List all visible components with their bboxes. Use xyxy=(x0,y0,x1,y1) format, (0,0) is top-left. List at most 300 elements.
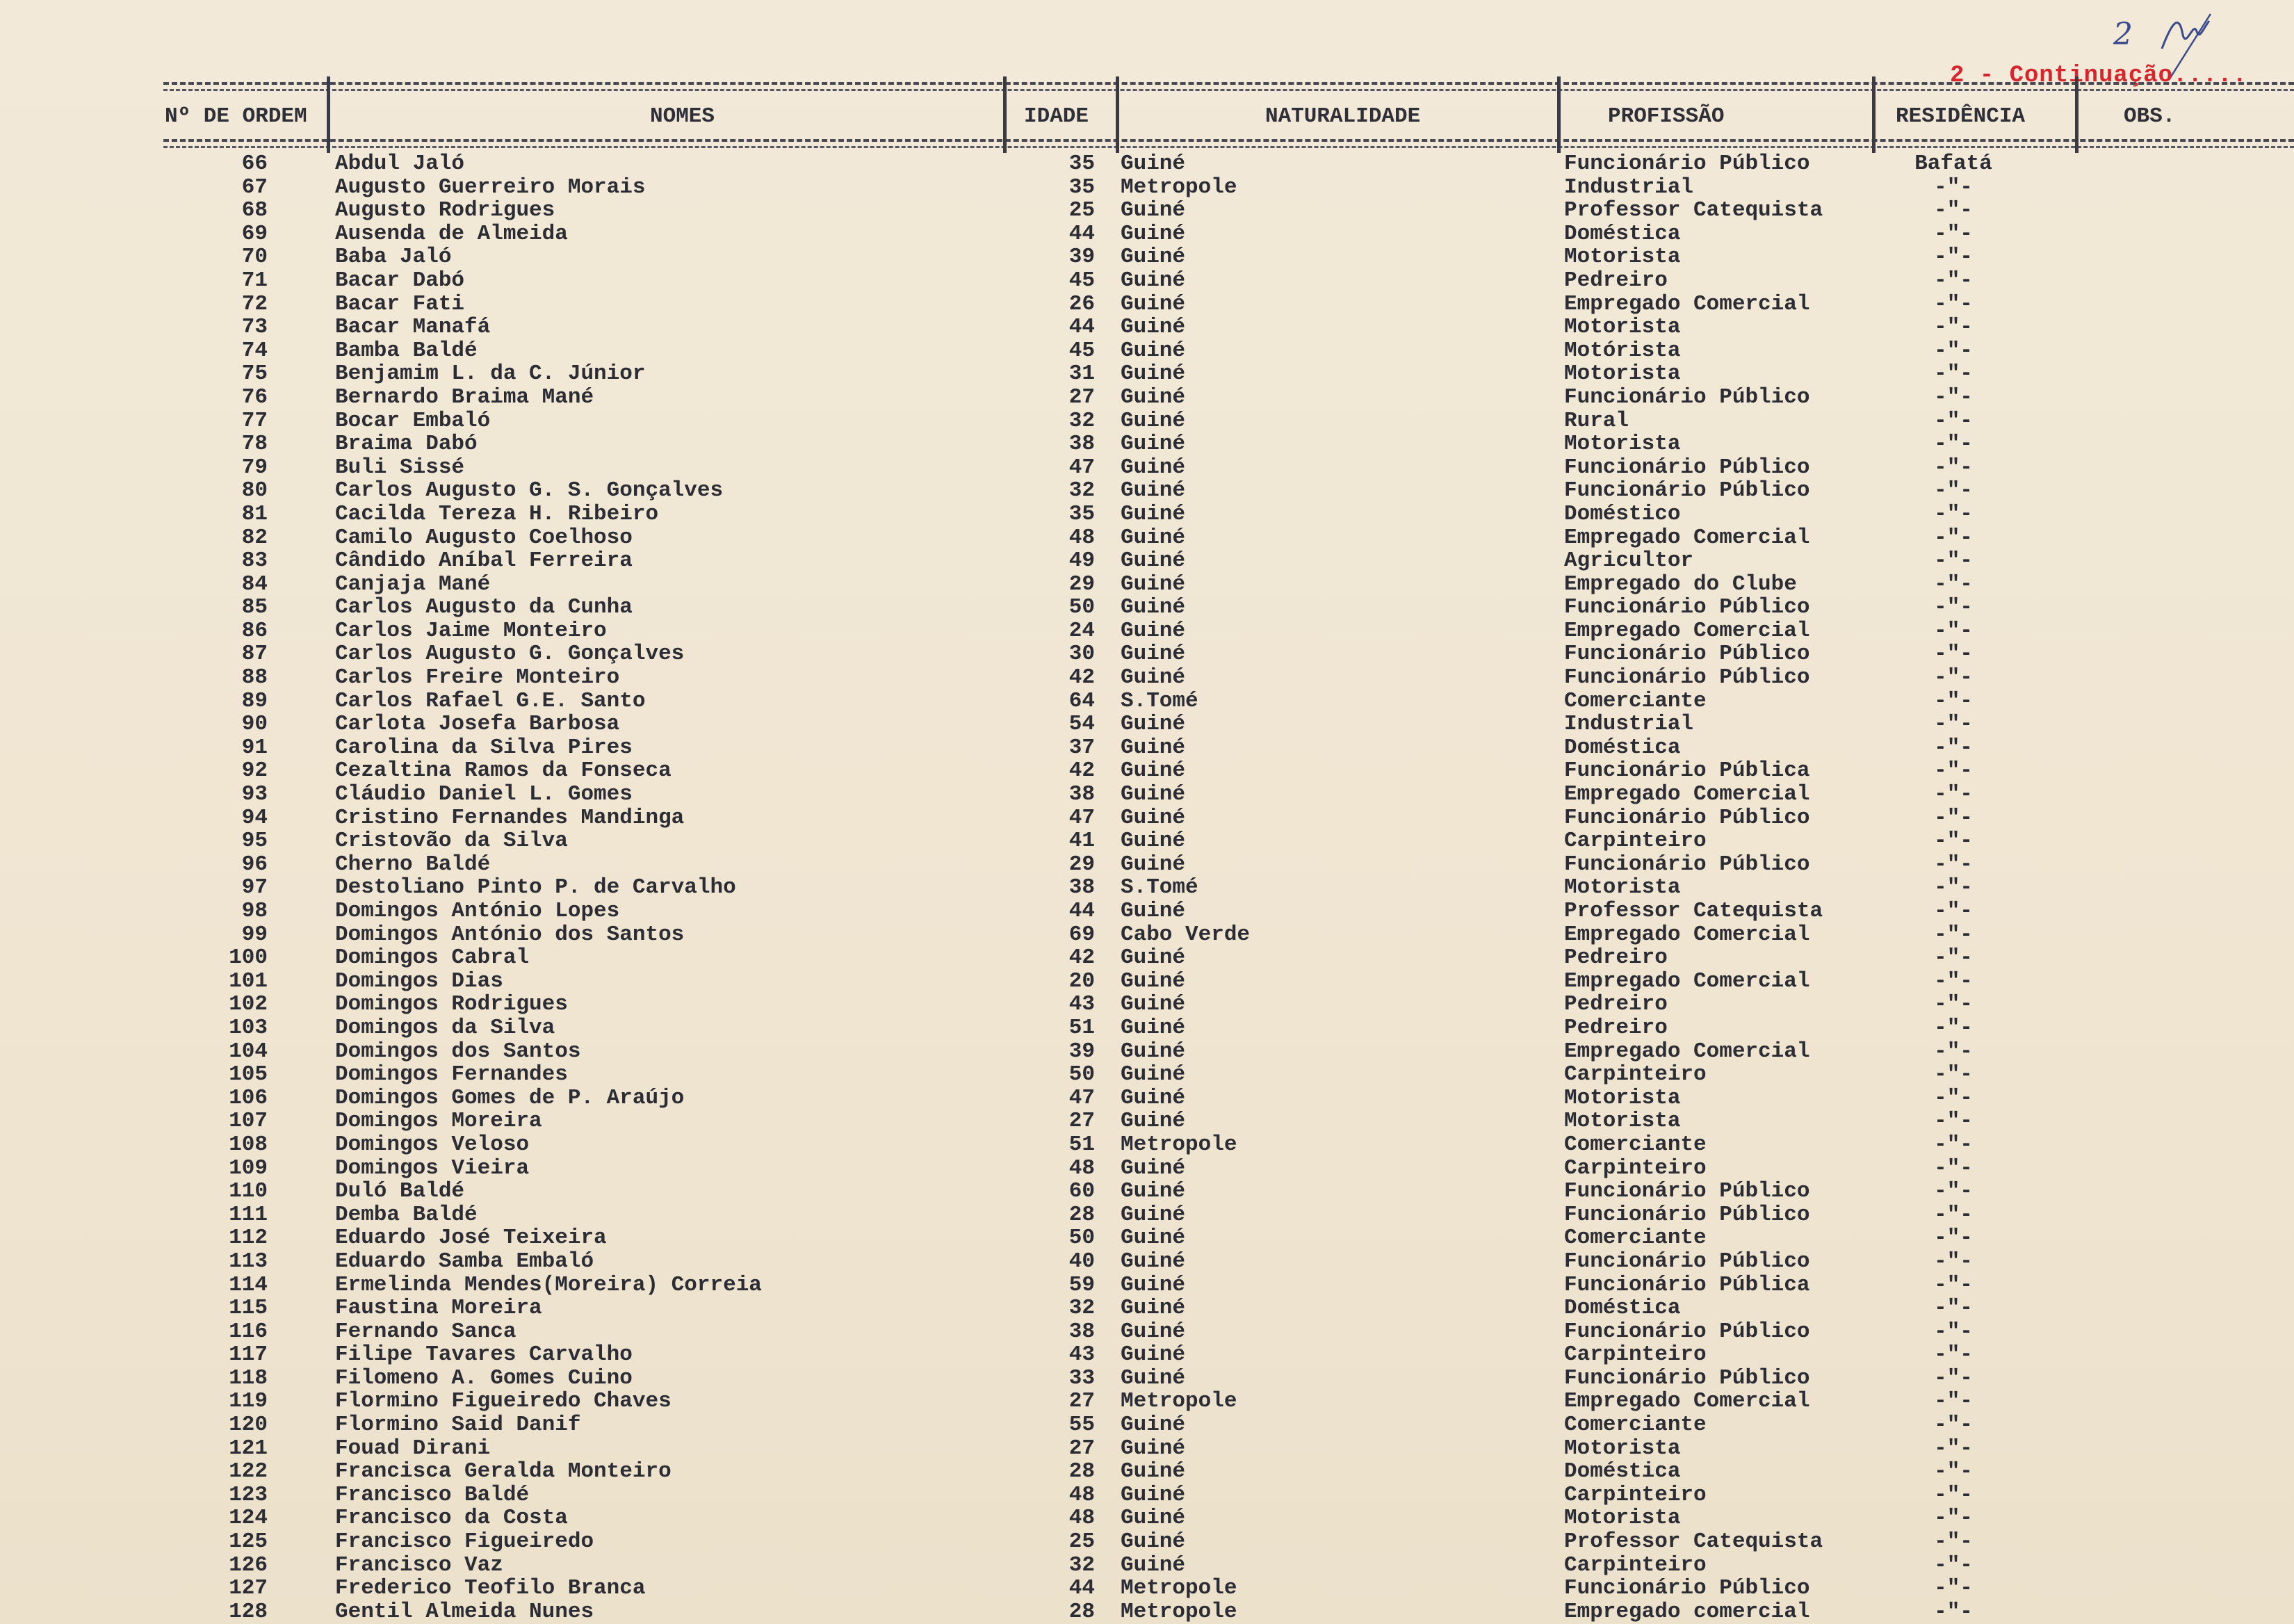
person-name: Destoliano Pinto P. de Carvalho xyxy=(335,875,736,900)
person-name: Flormino Figueiredo Chaves xyxy=(335,1389,672,1414)
table-row xyxy=(0,573,2294,596)
person-residence: -"- xyxy=(1934,221,1973,246)
person-profession: Funcionário Pública xyxy=(1564,758,1810,783)
row-number: 78 xyxy=(241,432,268,457)
person-profession: Empregado Comercial xyxy=(1564,1389,1810,1414)
person-age: 28 xyxy=(1068,1202,1095,1227)
person-profession: Motorista xyxy=(1564,432,1681,457)
person-name: Canjaja Mané xyxy=(335,571,491,596)
person-name: Francisco Vaz xyxy=(335,1552,503,1577)
table-row xyxy=(0,900,2294,923)
person-profession: Empregado Comercial xyxy=(1564,618,1810,643)
person-name: Faustina Moreira xyxy=(335,1296,542,1321)
person-naturalidade: Guiné xyxy=(1121,1436,1186,1461)
person-name: Buli Sissé xyxy=(335,455,465,480)
person-naturalidade: Guiné xyxy=(1121,852,1186,877)
row-number: 107 xyxy=(229,1109,268,1134)
table-row xyxy=(0,479,2294,503)
person-profession: Carpinteiro xyxy=(1564,1482,1707,1507)
row-number: 101 xyxy=(229,968,268,993)
table-row xyxy=(0,759,2294,783)
row-number: 126 xyxy=(229,1552,268,1577)
person-name: Cândido Aníbal Ferreira xyxy=(335,549,633,574)
person-residence: -"- xyxy=(1934,1039,1973,1064)
person-residence: -"- xyxy=(1934,1109,1973,1134)
person-age: 69 xyxy=(1068,922,1095,947)
person-name: Bamba Baldé xyxy=(335,338,478,363)
row-number: 115 xyxy=(229,1296,268,1321)
person-name: Domingos dos Santos xyxy=(335,1039,581,1064)
table-row xyxy=(0,1390,2294,1413)
person-naturalidade: Guiné xyxy=(1121,1085,1186,1110)
person-profession: Funcionário Público xyxy=(1564,1576,1810,1601)
row-number: 84 xyxy=(241,571,268,596)
row-number: 69 xyxy=(241,221,268,246)
table-row xyxy=(0,1320,2294,1344)
table-row xyxy=(0,993,2294,1016)
person-age: 50 xyxy=(1068,595,1095,620)
person-naturalidade: Guiné xyxy=(1121,478,1186,503)
person-age: 32 xyxy=(1068,1552,1095,1577)
table-row xyxy=(0,549,2294,573)
person-name: Ermelinda Mendes(Moreira) Correia xyxy=(335,1272,762,1297)
person-profession: Funcionário Público xyxy=(1564,665,1810,690)
person-naturalidade: Guiné xyxy=(1121,899,1186,923)
person-profession: Pedreiro xyxy=(1564,945,1668,971)
table-row xyxy=(0,666,2294,690)
table-row xyxy=(0,1110,2294,1133)
person-naturalidade: Guiné xyxy=(1121,1062,1186,1087)
person-age: 24 xyxy=(1068,618,1095,643)
register-table xyxy=(0,152,2294,1623)
row-number: 72 xyxy=(241,291,268,316)
row-number: 96 xyxy=(241,852,268,877)
person-profession: Empregado Comercial xyxy=(1564,922,1810,947)
person-profession: Pedreiro xyxy=(1564,1015,1668,1040)
person-residence: -"- xyxy=(1934,549,1973,574)
row-number: 112 xyxy=(229,1226,268,1251)
person-residence: -"- xyxy=(1934,1365,1973,1390)
person-residence: -"- xyxy=(1934,362,1973,387)
person-age: 42 xyxy=(1068,665,1095,690)
person-residence: -"- xyxy=(1934,852,1973,877)
person-name: Bacar Manafá xyxy=(335,315,491,340)
continuation-label: 2 - Continuação..... xyxy=(1950,63,2248,89)
person-name: Francisca Geralda Monteiro xyxy=(335,1459,672,1484)
person-profession: Doméstica xyxy=(1564,221,1681,246)
row-number: 117 xyxy=(229,1342,268,1367)
person-naturalidade: Guiné xyxy=(1121,1482,1186,1507)
row-number: 110 xyxy=(229,1179,268,1204)
person-age: 48 xyxy=(1068,1482,1095,1507)
person-age: 60 xyxy=(1068,1179,1095,1204)
person-naturalidade: Guiné xyxy=(1121,1365,1186,1390)
person-age: 20 xyxy=(1068,968,1095,993)
row-number: 128 xyxy=(229,1599,268,1624)
person-naturalidade: S.Tomé xyxy=(1121,688,1198,713)
table-row xyxy=(0,970,2294,993)
row-number: 90 xyxy=(241,712,268,737)
person-naturalidade: Guiné xyxy=(1121,829,1186,854)
person-naturalidade: Guiné xyxy=(1121,1272,1186,1297)
person-age: 29 xyxy=(1068,571,1095,596)
table-row xyxy=(0,690,2294,713)
person-name: Frederico Teofilo Branca xyxy=(335,1576,646,1601)
person-name: Domingos Veloso xyxy=(335,1132,530,1157)
person-naturalidade: Metropole xyxy=(1121,1576,1237,1601)
person-residence: -"- xyxy=(1934,291,1973,316)
person-name: Eduardo Samba Embaló xyxy=(335,1249,594,1274)
person-name: Carlos Rafael G.E. Santo xyxy=(335,688,646,713)
table-row xyxy=(0,1437,2294,1461)
person-profession: Empregado Comercial xyxy=(1564,291,1810,316)
person-name: Cherno Baldé xyxy=(335,852,491,877)
table-row xyxy=(0,923,2294,947)
row-number: 86 xyxy=(241,618,268,643)
table-row xyxy=(0,222,2294,246)
person-name: Benjamim L. da C. Júnior xyxy=(335,362,646,387)
person-residence: -"- xyxy=(1934,315,1973,340)
person-naturalidade: Metropole xyxy=(1121,174,1237,200)
table-row xyxy=(0,1040,2294,1064)
row-number: 123 xyxy=(229,1482,268,1507)
person-age: 45 xyxy=(1068,338,1095,363)
row-number: 85 xyxy=(241,595,268,620)
person-name: Carlos Freire Monteiro xyxy=(335,665,620,690)
person-residence: -"- xyxy=(1934,432,1973,457)
person-age: 50 xyxy=(1068,1062,1095,1087)
person-profession: Funcionário Público xyxy=(1564,595,1810,620)
person-residence: -"- xyxy=(1934,1413,1973,1438)
row-number: 99 xyxy=(241,922,268,947)
person-residence: -"- xyxy=(1934,408,1973,433)
person-profession: Empregado do Clube xyxy=(1564,571,1797,596)
row-number: 116 xyxy=(229,1319,268,1344)
person-profession: Comerciante xyxy=(1564,1132,1707,1157)
person-profession: Funcionário Público xyxy=(1564,1319,1810,1344)
person-residence: -"- xyxy=(1934,501,1973,526)
row-number: 108 xyxy=(229,1132,268,1157)
person-residence: -"- xyxy=(1934,618,1973,643)
row-number: 87 xyxy=(241,642,268,667)
person-residence: -"- xyxy=(1934,968,1973,993)
row-number: 71 xyxy=(241,268,268,293)
person-residence: -"- xyxy=(1934,1296,1973,1321)
table-row xyxy=(0,339,2294,363)
person-profession: Funcionário Público xyxy=(1564,384,1810,409)
person-naturalidade: Guiné xyxy=(1121,642,1186,667)
person-profession: Funcionário Público xyxy=(1564,642,1810,667)
person-residence: -"- xyxy=(1934,992,1973,1017)
person-name: Domingos Vieira xyxy=(335,1155,530,1180)
person-naturalidade: Guiné xyxy=(1121,1413,1186,1438)
column-separator xyxy=(1116,76,1119,153)
column-separator xyxy=(2075,76,2079,153)
person-age: 54 xyxy=(1068,712,1095,737)
person-naturalidade: Guiné xyxy=(1121,665,1186,690)
person-naturalidade: Guiné xyxy=(1121,1202,1186,1227)
person-naturalidade: Guiné xyxy=(1121,595,1186,620)
person-residence: -"- xyxy=(1934,245,1973,270)
row-number: 79 xyxy=(241,455,268,480)
row-number: 120 xyxy=(229,1413,268,1438)
person-profession: Doméstica xyxy=(1564,1459,1681,1484)
person-age: 26 xyxy=(1068,291,1095,316)
person-naturalidade: Guiné xyxy=(1121,338,1186,363)
person-age: 51 xyxy=(1068,1015,1095,1040)
row-number: 102 xyxy=(229,992,268,1017)
header-rule-2 xyxy=(163,146,2294,148)
person-profession: Motorista xyxy=(1564,1506,1681,1531)
person-naturalidade: Guiné xyxy=(1121,245,1186,270)
person-naturalidade: Guiné xyxy=(1121,1552,1186,1577)
person-naturalidade: Guiné xyxy=(1121,198,1186,223)
person-profession: Funcionário Público xyxy=(1564,1365,1810,1390)
person-age: 29 xyxy=(1068,852,1095,877)
person-profession: Industrial xyxy=(1564,174,1694,200)
row-number: 122 xyxy=(229,1459,268,1484)
row-number: 95 xyxy=(241,829,268,854)
row-number: 118 xyxy=(229,1365,268,1390)
person-name: Carlota Josefa Barbosa xyxy=(335,712,620,737)
person-name: Fernando Sanca xyxy=(335,1319,516,1344)
person-age: 35 xyxy=(1068,152,1095,176)
person-profession: Comerciante xyxy=(1564,688,1707,713)
table-row xyxy=(0,1554,2294,1577)
person-profession: Agricultor xyxy=(1564,549,1694,574)
person-residence: -"- xyxy=(1934,782,1973,807)
person-naturalidade: Guiné xyxy=(1121,549,1186,574)
person-residence: -"- xyxy=(1934,1085,1973,1110)
person-name: Filomeno A. Gomes Cuino xyxy=(335,1365,633,1390)
person-age: 37 xyxy=(1068,735,1095,760)
person-naturalidade: Guiné xyxy=(1121,1319,1186,1344)
person-profession: Funcionário Público xyxy=(1564,455,1810,480)
person-naturalidade: Guiné xyxy=(1121,408,1186,433)
person-age: 47 xyxy=(1068,1085,1095,1110)
person-naturalidade: Guiné xyxy=(1121,315,1186,340)
person-name: Eduardo José Teixeira xyxy=(335,1226,607,1251)
row-number: 76 xyxy=(241,384,268,409)
person-profession: Pedreiro xyxy=(1564,268,1668,293)
row-number: 77 xyxy=(241,408,268,433)
person-name: Braima Dabó xyxy=(335,432,478,457)
person-name: Carlos Augusto G. S. Gonçalves xyxy=(335,478,724,503)
person-naturalidade: Guiné xyxy=(1121,1506,1186,1531)
person-profession: Industrial xyxy=(1564,712,1694,737)
person-age: 44 xyxy=(1068,221,1095,246)
person-residence: -"- xyxy=(1934,384,1973,409)
table-row xyxy=(0,316,2294,339)
table-row xyxy=(0,526,2294,550)
table-row xyxy=(0,1297,2294,1320)
person-residence: -"- xyxy=(1934,1599,1973,1624)
table-row xyxy=(0,713,2294,736)
person-age: 28 xyxy=(1068,1459,1095,1484)
table-row xyxy=(0,1180,2294,1203)
person-name: Cláudio Daniel L. Gomes xyxy=(335,782,633,807)
row-number: 80 xyxy=(241,478,268,503)
person-name: Domingos Moreira xyxy=(335,1109,542,1134)
person-profession: Professor Catequista xyxy=(1564,198,1823,223)
person-naturalidade: Guiné xyxy=(1121,268,1186,293)
person-age: 51 xyxy=(1068,1132,1095,1157)
person-naturalidade: Guiné xyxy=(1121,945,1186,971)
person-residence: -"- xyxy=(1934,1459,1973,1484)
person-profession: Empregado Comercial xyxy=(1564,1039,1810,1064)
person-name: Demba Baldé xyxy=(335,1202,478,1227)
person-residence: -"- xyxy=(1934,571,1973,596)
table-row xyxy=(0,1530,2294,1554)
person-name: Domingos António Lopes xyxy=(335,899,620,923)
row-number: 106 xyxy=(229,1085,268,1110)
person-profession: Funcionário Público xyxy=(1564,1179,1810,1204)
person-residence: -"- xyxy=(1934,1552,1973,1577)
person-age: 42 xyxy=(1068,945,1095,971)
person-profession: Comerciante xyxy=(1564,1226,1707,1251)
person-residence: -"- xyxy=(1934,1482,1973,1507)
person-age: 25 xyxy=(1068,1529,1095,1554)
person-name: Abdul Jaló xyxy=(335,152,465,176)
top-rule xyxy=(163,82,2294,85)
row-number: 97 xyxy=(241,875,268,900)
row-number: 100 xyxy=(229,945,268,971)
person-name: Bacar Dabó xyxy=(335,268,465,293)
person-residence: Bafatá xyxy=(1914,152,1992,176)
person-age: 50 xyxy=(1068,1226,1095,1251)
person-name: Fouad Dirani xyxy=(335,1436,491,1461)
person-residence: -"- xyxy=(1934,899,1973,923)
person-naturalidade: Guiné xyxy=(1121,968,1186,993)
table-row xyxy=(0,176,2294,200)
person-age: 32 xyxy=(1068,408,1095,433)
person-residence: -"- xyxy=(1934,478,1973,503)
person-residence: -"- xyxy=(1934,1529,1973,1554)
person-naturalidade: Guiné xyxy=(1121,1459,1186,1484)
row-number: 82 xyxy=(241,525,268,550)
person-residence: -"- xyxy=(1934,595,1973,620)
table-row xyxy=(0,1274,2294,1297)
person-profession: Professor Catequista xyxy=(1564,899,1823,923)
person-residence: -"- xyxy=(1934,758,1973,783)
person-naturalidade: Guiné xyxy=(1121,1342,1186,1367)
person-residence: -"- xyxy=(1934,665,1973,690)
table-row xyxy=(0,1413,2294,1437)
person-age: 55 xyxy=(1068,1413,1095,1438)
person-age: 59 xyxy=(1068,1272,1095,1297)
table-row xyxy=(0,1250,2294,1274)
person-profession: Motorista xyxy=(1564,875,1681,900)
person-name: Augusto Guerreiro Morais xyxy=(335,174,646,200)
table-row xyxy=(0,946,2294,970)
header-profissao: PROFISSÃO xyxy=(1608,104,1725,129)
person-profession: Motorista xyxy=(1564,245,1681,270)
person-profession: Carpinteiro xyxy=(1564,829,1707,854)
row-number: 125 xyxy=(229,1529,268,1554)
person-naturalidade: Guiné xyxy=(1121,805,1186,830)
column-separator xyxy=(1557,76,1561,153)
person-naturalidade: Guiné xyxy=(1121,152,1186,176)
person-residence: -"- xyxy=(1934,1576,1973,1601)
header-age: IDADE xyxy=(1024,104,1089,129)
person-profession: Empregado comercial xyxy=(1564,1599,1810,1624)
person-age: 47 xyxy=(1068,805,1095,830)
person-profession: Pedreiro xyxy=(1564,992,1668,1017)
person-residence: -"- xyxy=(1934,875,1973,900)
column-separator xyxy=(327,76,330,153)
row-number: 74 xyxy=(241,338,268,363)
person-naturalidade: Metropole xyxy=(1121,1132,1237,1157)
person-age: 25 xyxy=(1068,198,1095,223)
person-age: 49 xyxy=(1068,549,1095,574)
person-residence: -"- xyxy=(1934,735,1973,760)
person-age: 64 xyxy=(1068,688,1095,713)
person-naturalidade: S.Tomé xyxy=(1121,875,1198,900)
person-residence: -"- xyxy=(1934,198,1973,223)
row-number: 70 xyxy=(241,245,268,270)
person-naturalidade: Guiné xyxy=(1121,362,1186,387)
table-row xyxy=(0,619,2294,643)
person-age: 39 xyxy=(1068,1039,1095,1064)
person-naturalidade: Guiné xyxy=(1121,525,1186,550)
table-row xyxy=(0,1577,2294,1600)
person-residence: -"- xyxy=(1934,1506,1973,1531)
table-row xyxy=(0,853,2294,877)
table-row xyxy=(0,736,2294,760)
person-residence: -"- xyxy=(1934,525,1973,550)
person-name: Cristovão da Silva xyxy=(335,829,568,854)
person-name: Domingos Rodrigues xyxy=(335,992,568,1017)
person-residence: -"- xyxy=(1934,1249,1973,1274)
person-naturalidade: Guiné xyxy=(1121,735,1186,760)
row-number: 66 xyxy=(241,152,268,176)
person-name: Filipe Tavares Carvalho xyxy=(335,1342,633,1367)
person-naturalidade: Metropole xyxy=(1121,1599,1237,1624)
table-row xyxy=(0,386,2294,409)
person-name: Cristino Fernandes Mandinga xyxy=(335,805,685,830)
table-row xyxy=(0,362,2294,386)
person-age: 38 xyxy=(1068,782,1095,807)
person-naturalidade: Guiné xyxy=(1121,1155,1186,1180)
person-name: Bacar Fati xyxy=(335,291,465,316)
person-profession: Funcionário Público xyxy=(1564,152,1810,176)
row-number: 119 xyxy=(229,1389,268,1414)
person-residence: -"- xyxy=(1934,688,1973,713)
person-residence: -"- xyxy=(1934,1155,1973,1180)
person-naturalidade: Guiné xyxy=(1121,1179,1186,1204)
person-name: Domingos Cabral xyxy=(335,945,530,971)
table-row xyxy=(0,456,2294,480)
person-naturalidade: Metropole xyxy=(1121,1389,1237,1414)
person-residence: -"- xyxy=(1934,1436,1973,1461)
header-names: NOMES xyxy=(650,104,715,129)
person-residence: -"- xyxy=(1934,455,1973,480)
row-number: 91 xyxy=(241,735,268,760)
table-row xyxy=(0,199,2294,222)
table-row xyxy=(0,1507,2294,1530)
row-number: 124 xyxy=(229,1506,268,1531)
person-age: 33 xyxy=(1068,1365,1095,1390)
person-residence: -"- xyxy=(1934,1226,1973,1251)
person-profession: Rural xyxy=(1564,408,1629,433)
person-name: Domingos Fernandes xyxy=(335,1062,568,1087)
person-naturalidade: Guiné xyxy=(1121,221,1186,246)
row-number: 75 xyxy=(241,362,268,387)
person-residence: -"- xyxy=(1934,922,1973,947)
person-profession: Carpinteiro xyxy=(1564,1552,1707,1577)
person-name: Domingos Gomes de P. Araújo xyxy=(335,1085,685,1110)
row-number: 111 xyxy=(229,1202,268,1227)
